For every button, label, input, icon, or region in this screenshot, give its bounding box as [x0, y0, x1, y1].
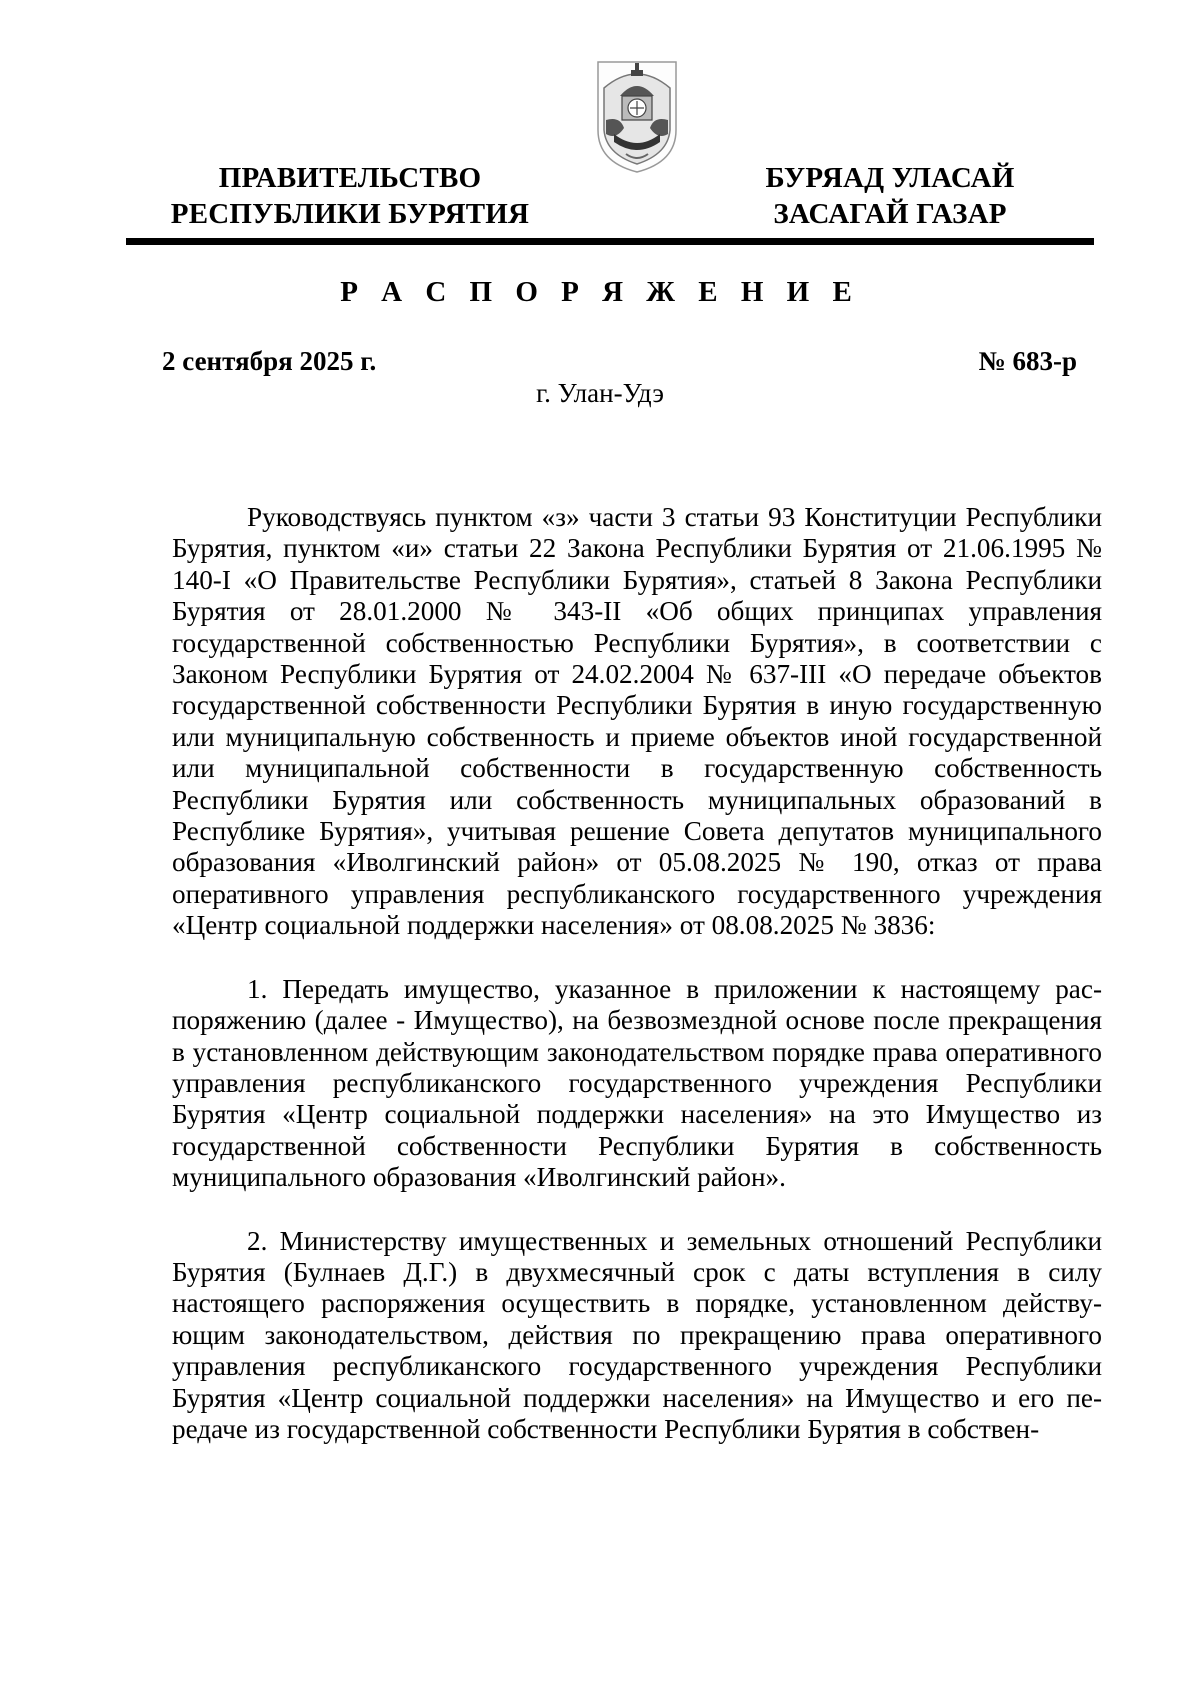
body-paragraph-preamble: Руководствуясь пунктом «з» части 3 статьи 93 Конституции Республики Бурятия, пунктом «и» статьи 22 Закона Республики Бурятия от 21.06.1995 № 140-I «О Правительстве Республики Бурятия», статьей 8 Закона Республики Бурятия от 28.01.2000 № 343-II «Об общих принципах управления государственной собственностью Республики Бурятия», в соответствии с Законом Республики Бурятия от 24.02.2004 № 637-III «О передаче объектов государственной собственности Республики Бурятия в иную государственную или муниципальную собственность и приеме объектов иной государственной или муниципальной собственности в государственную собственность Республики Бурятия или собственность муниципальных образований в Республике Бурятия», учитывая решение Совета депутатов муниципального образования «Иволгинский район» от 05.08.2025 № 190, отказ от права оперативного управления республиканского государственного учреждения «Центр социальной поддержки населения» от 08.08.2025 № 3836: — [172, 502, 1102, 941]
government-name-russian — [170, 160, 530, 232]
government-name-line: ЗАСАГАЙ ГАЗАР — [773, 198, 1007, 230]
header-divider — [126, 238, 1094, 245]
body-paragraph-item-1: 1. Передать имущество, указанное в приложении к настоящему распоряжению (далее - Имущество), на безвозмездной основе после прекращения в установленном действующим законодательством порядке права оперативного управления республиканского государственного учреждения Республики Бурятия «Центр социальной поддержки населения» на это Имущество из государственной собственности Республики Бурятия в собственность муниципального образования «Иволгинский район». — [172, 973, 1102, 1193]
government-name-line: РЕСПУБЛИКИ БУРЯТИЯ — [170, 198, 530, 230]
document-city: г. Улан-Удэ — [536, 378, 664, 408]
document-type-title: Р А С П О Р Я Ж Е Н И Е — [340, 276, 860, 308]
body-paragraph-item-2: 2. Министерству имущественных и земельных отношений Республики Бурятия (Булнаев Д.Г.) в двухмесячный срок с даты вступления в силу настоящего распоряжения осуществить в порядке, установленном действующим законодательством, действия по прекращению права оперативного управления республиканского государственного учреждения Республики Бурятия «Центр социальной поддержки населения» на Имущество и его передаче из государственной собственности Республики Бурятия в собствен- — [172, 1225, 1102, 1444]
document-number: № 683-р — [978, 346, 1077, 376]
government-name-line: БУРЯАД УЛАСАЙ — [765, 162, 1015, 194]
document-body — [172, 502, 1102, 1445]
document-date: 2 сентября 2025 г. — [162, 346, 377, 376]
coat-of-arms-icon — [594, 58, 680, 176]
government-name-line: ПРАВИТЕЛЬСТВО — [218, 162, 482, 194]
government-name-buryat — [740, 160, 1040, 232]
